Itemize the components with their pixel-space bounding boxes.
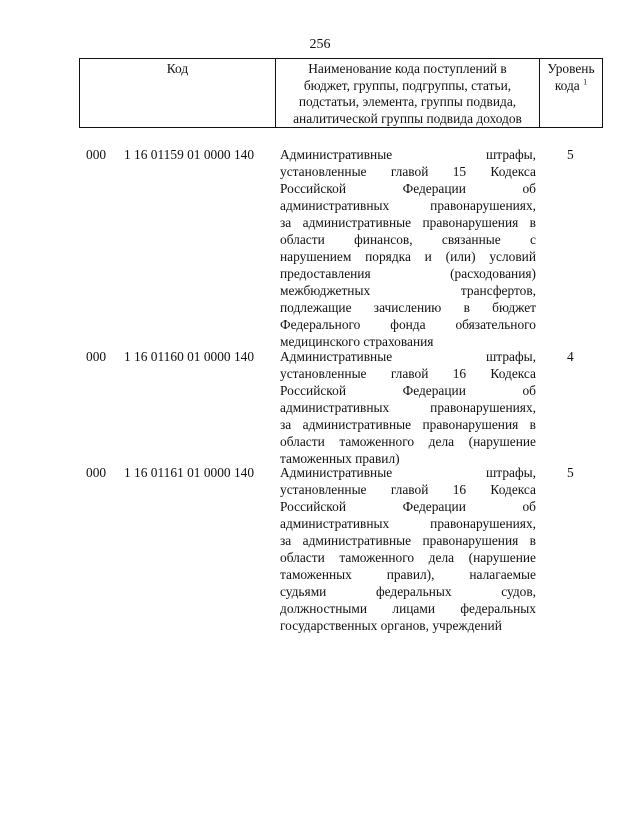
revenue-name-line: медицинского страхования (280, 334, 434, 349)
revenue-name (280, 146, 536, 350)
revenue-name-line: административных правонарушениях, (280, 400, 536, 415)
header-name-line: бюджет, группы, подгруппы, статьи, (303, 77, 512, 93)
revenue-name-line: межбюджетных трансфертов, (280, 283, 536, 298)
header-name (276, 59, 540, 127)
revenue-name-line: установленные главой 16 Кодекса (280, 366, 536, 381)
revenue-name-line: Административные штрафы, (280, 147, 536, 162)
code-level: 4 (567, 349, 574, 364)
revenue-name-line: Российской Федерации об (280, 181, 536, 196)
revenue-name-line: области финансов, связанные с (280, 232, 536, 247)
revenue-name (280, 348, 536, 467)
revenue-name-line: области таможенного дела (нарушение (280, 434, 536, 449)
revenue-code: 1 16 01159 01 0000 140 (124, 147, 255, 162)
revenue-code: 1 16 01161 01 0000 140 (124, 465, 255, 480)
revenue-name-line: судьями федеральных судов, (280, 584, 536, 599)
revenue-name-line: должностными лицами федеральных (280, 601, 536, 616)
table-header (79, 58, 603, 128)
admin-code: 000 (86, 349, 107, 364)
header-name-line: подстатьи, элемента, группы подвида, (298, 94, 517, 109)
revenue-name-line: подлежащие зачислению в бюджет (280, 300, 536, 315)
admin-code: 000 (86, 465, 107, 480)
footnote-marker: 1 (583, 77, 588, 87)
revenue-code: 1 16 01160 01 0000 140 (124, 349, 255, 364)
revenue-name (280, 464, 536, 634)
revenue-name-line: за административные правонарушения в (280, 533, 536, 548)
header-level (540, 59, 602, 127)
header-code-label: Код (166, 61, 189, 76)
revenue-name-line: таможенных правил), налагаемые (280, 567, 536, 582)
header-level-line: Уровень (547, 61, 595, 76)
revenue-name-line: нарушением порядка и (или) условий (280, 249, 536, 264)
revenue-name-line: административных правонарушениях, (280, 516, 536, 531)
revenue-name-line: за административные правонарушения в (280, 215, 536, 230)
revenue-name-line: таможенных правил) (280, 451, 400, 466)
code-level: 5 (567, 147, 574, 162)
revenue-name-line: Административные штрафы, (280, 465, 536, 480)
revenue-name-line: установленные главой 16 Кодекса (280, 482, 536, 497)
revenue-name-line: Российской Федерации об (280, 383, 536, 398)
revenue-name-line: Федерального фонда обязательного (280, 317, 536, 332)
header-code (80, 59, 276, 127)
code-level: 5 (567, 465, 574, 480)
header-name-line: Наименование кода поступлений в (308, 61, 507, 76)
revenue-name-line: области таможенного дела (нарушение (280, 550, 536, 565)
revenue-name-line: государственных органов, учреждений (280, 618, 502, 633)
revenue-name-line: установленные главой 15 Кодекса (280, 164, 536, 179)
revenue-name-line: Административные штрафы, (280, 349, 536, 364)
page-number: 256 (309, 37, 331, 52)
revenue-name-line: предоставления (расходования) (280, 266, 536, 281)
header-name-line: аналитической группы подвида доходов (293, 110, 522, 126)
revenue-name-line: административных правонарушениях, (280, 198, 536, 213)
header-level-line: кода $^1$ (554, 77, 588, 93)
admin-code: 000 (86, 147, 107, 162)
revenue-name-line: за административные правонарушения в (280, 417, 536, 432)
revenue-name-line: Российской Федерации об (280, 499, 536, 514)
